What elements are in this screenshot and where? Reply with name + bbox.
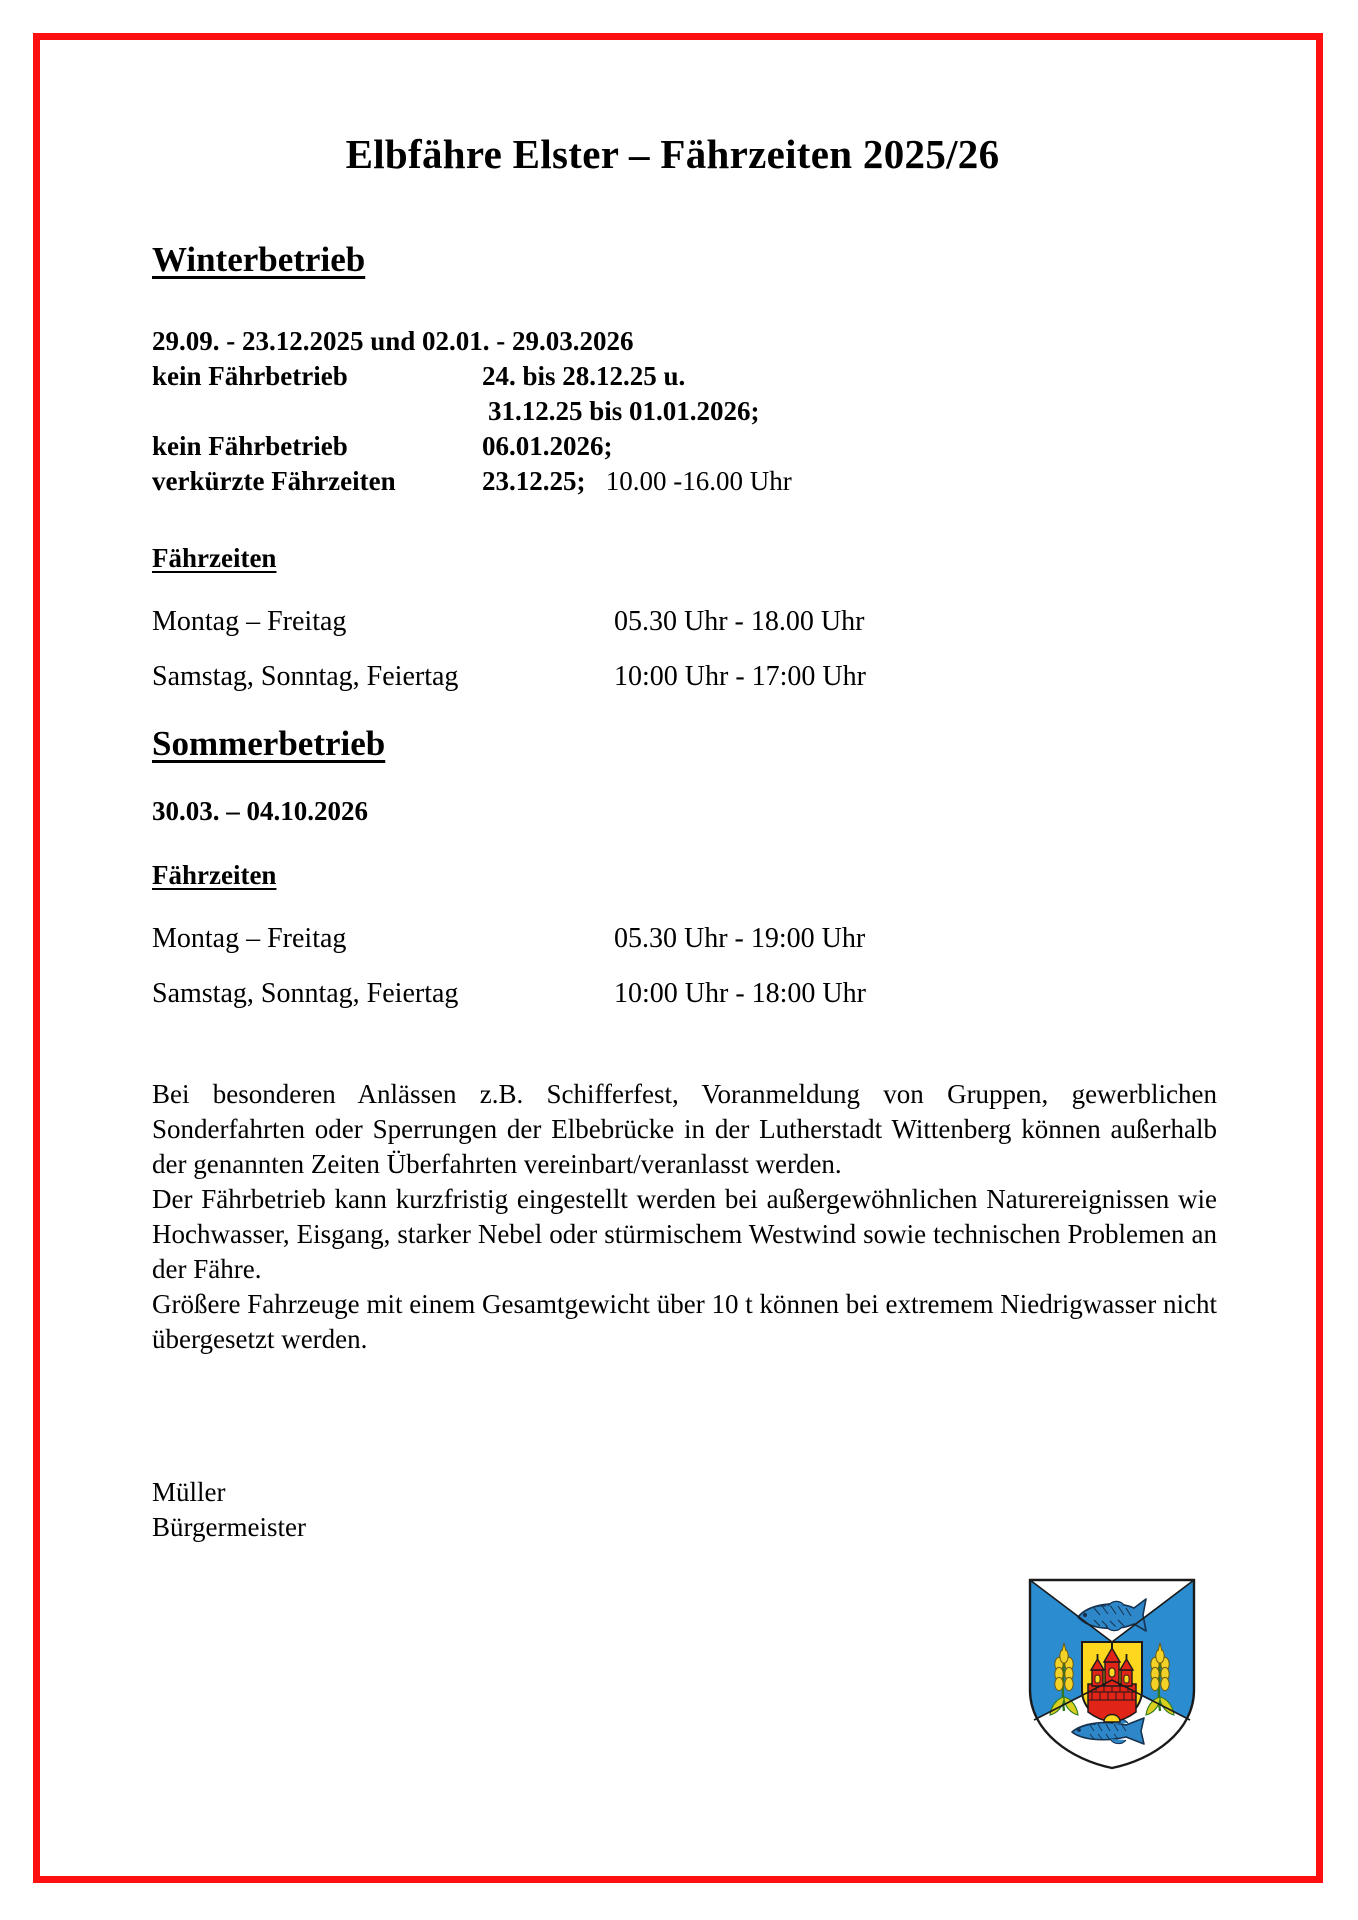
- exception-value: 23.12.25;: [482, 466, 586, 497]
- winter-exception-row: [152, 359, 1217, 394]
- winter-period: 29.09. - 23.12.2025 und 02.01. - 29.03.2026: [152, 326, 634, 356]
- summer-times-heading: Fährzeiten: [152, 859, 277, 890]
- time-row-days: Montag – Freitag: [152, 922, 347, 954]
- note-paragraph: Bei besonderen Anlässen z.B. Schifferfest, Voranmeldung von Gruppen, gewerblichen Sonderfahrten oder Sperrungen der Elbebrücke in der Lutherstadt Wittenberg können außerhalb der genannten Zeiten Überfahrten vereinbart/veranlasst werden.: [152, 1078, 1217, 1179]
- spacer: [152, 830, 1217, 860]
- spacer: [152, 1357, 1217, 1475]
- exception-value: 24. bis 28.12.25 u.: [482, 361, 686, 392]
- signature-block: [152, 1475, 1217, 1544]
- spacer: [152, 178, 1217, 222]
- time-row-hours: 05.30 Uhr - 18.00 Uhr: [614, 606, 865, 638]
- exception-extra: [586, 466, 792, 496]
- exception-label: kein Fährbetrieb: [152, 431, 348, 462]
- spacer: [152, 694, 1217, 724]
- winter-exception-row: [152, 464, 1217, 499]
- spacer: [152, 574, 1217, 604]
- note-paragraph: Der Fährbetrieb kann kurzfristig eingestellt werden bei außergewöhnlichen Naturereignissen wie Hochwasser, Eisgang, starker Nebel oder stürmischem Westwind sowie technischen Problemen an der Fähre.: [152, 1183, 1217, 1285]
- winter-section: [152, 240, 1217, 694]
- exception-label: kein Fährbetrieb: [152, 361, 348, 392]
- time-row-hours: 10:00 Uhr - 17:00 Uhr: [614, 661, 866, 693]
- exception-extra-text: 10.00 -16.00 Uhr: [605, 466, 792, 497]
- note-paragraph: Größere Fahrzeuge mit einem Gesamtgewicht über 10 t können bei extremem Niedrigwasser nicht übergesetzt werden.: [152, 1289, 1217, 1355]
- winter-times-heading: Fährzeiten: [152, 543, 277, 574]
- spacer: [152, 1055, 1217, 1077]
- spacer: [152, 956, 1217, 976]
- winter-exception-row: [152, 429, 1217, 464]
- spacer: [152, 764, 1217, 794]
- summer-time-row: [152, 921, 1217, 956]
- spacer: [152, 891, 1217, 921]
- spacer: [152, 222, 1217, 240]
- exception-value-cont: 31.12.25 bis 01.01.2026;: [488, 396, 760, 427]
- time-row-hours: 05.30 Uhr - 19:00 Uhr: [614, 922, 866, 954]
- notes-section: [152, 1077, 1217, 1358]
- time-row-days: Samstag, Sonntag, Feiertag: [152, 661, 459, 693]
- spacer: [152, 499, 1217, 543]
- spacer: [152, 639, 1217, 659]
- summer-period: 30.03. – 04.10.2026: [152, 796, 368, 827]
- summer-heading: Sommerbetrieb: [152, 724, 386, 764]
- document-content: [152, 60, 1217, 1544]
- winter-exception-row-cont: [152, 394, 1217, 429]
- time-row-days: Samstag, Sonntag, Feiertag: [152, 977, 459, 1009]
- winter-time-row: [152, 604, 1217, 639]
- signature-name: Müller: [152, 1477, 226, 1508]
- spacer: [152, 280, 1217, 310]
- winter-time-row: [152, 659, 1217, 694]
- coat-of-arms: [1022, 1572, 1202, 1772]
- spacer: [152, 1011, 1217, 1055]
- spacer: [152, 310, 1217, 324]
- exception-value: 06.01.2026;: [482, 431, 613, 462]
- summer-section: [152, 724, 1217, 1010]
- exception-label: verkürzte Fährzeiten: [152, 466, 396, 497]
- winter-heading: Winterbetrieb: [152, 240, 366, 279]
- summer-time-row: [152, 976, 1217, 1011]
- page-title: Elbfähre Elster – Fährzeiten 2025/26: [345, 131, 1000, 177]
- time-row-days: Montag – Freitag: [152, 606, 347, 638]
- time-row-hours: 10:00 Uhr - 18:00 Uhr: [614, 977, 866, 1009]
- inescutcheon-castle: [1082, 1642, 1142, 1722]
- signature-role: Bürgermeister: [152, 1511, 306, 1542]
